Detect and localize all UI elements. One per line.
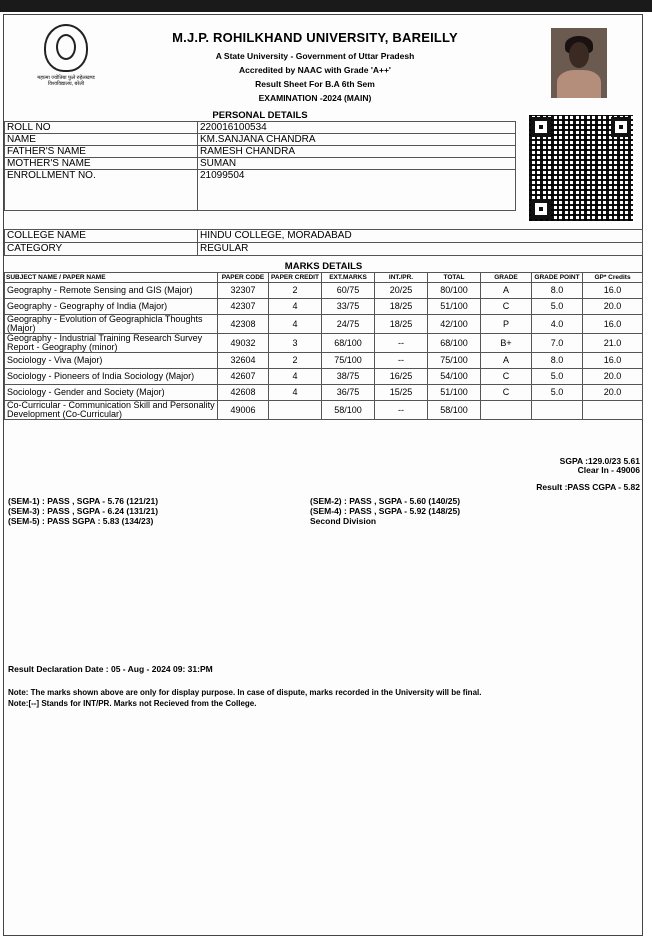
col-subject: SUBJECT NAME / PAPER NAME	[5, 273, 218, 283]
name-label: NAME	[5, 134, 198, 146]
sem-2: (SEM-2) : PASS , SGPA - 5.60 (140/25)	[310, 496, 461, 506]
result-text: Result :PASS CGPA - 5.82	[536, 482, 640, 492]
marks-cell: 16.0	[583, 315, 643, 334]
marks-cell: 8.0	[532, 353, 583, 369]
marks-cell: 4	[269, 385, 322, 401]
marks-cell: 75/100	[322, 353, 375, 369]
student-photo	[551, 28, 607, 98]
marks-cell: 20.0	[583, 385, 643, 401]
marks-cell: 49032	[218, 334, 269, 353]
roll-no-label: ROLL NO	[5, 122, 198, 134]
marks-cell: 16.0	[583, 353, 643, 369]
marks-cell: 60/75	[322, 283, 375, 299]
header-line-4: EXAMINATION -2024 (MAIN)	[258, 93, 372, 103]
subject-cell: Geography - Geography of India (Major)	[5, 299, 218, 315]
header-line-3: Result Sheet For B.A 6th Sem	[255, 79, 375, 89]
university-name: M.J.P. ROHILKHAND UNIVERSITY, BAREILLY	[172, 30, 458, 45]
marks-cell: B+	[481, 334, 532, 353]
marks-details-title: MARKS DETAILS	[284, 261, 363, 272]
marks-cell: 58/100	[428, 401, 481, 420]
table-row	[5, 158, 516, 170]
marks-cell: 32307	[218, 283, 269, 299]
semester-right	[310, 496, 460, 526]
table-row	[5, 122, 516, 134]
col-paper-code: PAPER CODE	[218, 273, 269, 283]
marks-cell: C	[481, 385, 532, 401]
college-name-value: HINDU COLLEGE, MORADABAD	[198, 230, 643, 243]
marks-cell: --	[375, 353, 428, 369]
marks-cell: 5.0	[532, 299, 583, 315]
table-row	[5, 146, 516, 158]
marks-cell: 20/25	[375, 283, 428, 299]
marks-cell: P	[481, 315, 532, 334]
logo-text: महात्मा ज्योतिबा फुले रुहेलखण्ड विश्वविद्यालय, बरेली	[37, 75, 95, 87]
father-name-label: FATHER'S NAME	[5, 146, 198, 158]
marks-cell	[269, 401, 322, 420]
sgpa-block	[560, 457, 640, 475]
marks-cell: 4	[269, 299, 322, 315]
marks-cell: 18/25	[375, 315, 428, 334]
marks-cell: 24/75	[322, 315, 375, 334]
subject-cell: Sociology - Gender and Society (Major)	[5, 385, 218, 401]
table-row	[5, 369, 643, 385]
marks-body	[5, 283, 643, 420]
table-row	[5, 353, 643, 369]
marks-table	[4, 272, 643, 420]
table-row	[5, 230, 643, 243]
mother-name-value: SUMAN	[198, 158, 516, 170]
marks-cell: 4.0	[532, 315, 583, 334]
sem-5: (SEM-5) : PASS SGPA : 5.83 (134/23)	[8, 516, 154, 526]
marks-cell: 38/75	[322, 369, 375, 385]
marks-cell: 33/75	[322, 299, 375, 315]
roll-no-value: 220016100534	[198, 122, 516, 134]
marks-cell: 8.0	[532, 283, 583, 299]
col-paper-credit: PAPER CREDIT	[269, 273, 322, 283]
marks-cell: 2	[269, 353, 322, 369]
marks-cell: 68/100	[428, 334, 481, 353]
subject-cell: Geography - Industrial Training Research Survey Report - Geography (minor)	[5, 334, 218, 353]
marks-cell: 15/25	[375, 385, 428, 401]
marks-cell: 75/100	[428, 353, 481, 369]
header	[120, 30, 510, 105]
subject-cell: Geography - Remote Sensing and GIS (Major)	[5, 283, 218, 299]
marks-cell	[583, 401, 643, 420]
subject-cell: Sociology - Pioneers of India Sociology (Major)	[5, 369, 218, 385]
marks-cell: 4	[269, 369, 322, 385]
clear-in-text: Clear In - 49006	[577, 465, 640, 475]
marks-cell: 49006	[218, 401, 269, 420]
marks-cell: 42608	[218, 385, 269, 401]
col-int-pr: INT./PR.	[375, 273, 428, 283]
note-1: Note: The marks shown above are only for display purpose. In case of dispute, marks recorded in the University will be final.	[8, 688, 482, 697]
enrollment-value: 21099504	[198, 170, 516, 211]
header-line-1: A State University - Government of Uttar Pradesh	[215, 51, 415, 61]
marks-cell: 58/100	[322, 401, 375, 420]
marks-cell: 16.0	[583, 283, 643, 299]
table-row	[5, 385, 643, 401]
marks-header-row	[5, 273, 643, 283]
subject-cell: Co-Curricular - Communication Skill and Personality Development (Co-Curricular)	[5, 401, 218, 420]
declaration-date: Result Declaration Date : 05 - Aug - 2024 09: 31:PM	[8, 664, 213, 674]
table-row	[5, 299, 643, 315]
marks-cell: 80/100	[428, 283, 481, 299]
college-table	[4, 229, 643, 256]
personal-details-title: PERSONAL DETAILS	[212, 110, 308, 121]
marks-cell: C	[481, 299, 532, 315]
col-grade-point: GRADE POINT	[532, 273, 583, 283]
col-grade: GRADE	[481, 273, 532, 283]
marks-cell: A	[481, 353, 532, 369]
marks-cell: 51/100	[428, 299, 481, 315]
table-row	[5, 134, 516, 146]
header-line-2: Accredited by NAAC with Grade 'A++'	[239, 65, 391, 75]
marks-cell: 68/100	[322, 334, 375, 353]
semester-left	[8, 496, 158, 526]
table-row	[5, 243, 643, 256]
marks-cell: 7.0	[532, 334, 583, 353]
marks-cell: 20.0	[583, 369, 643, 385]
col-ext-marks: EXT.MARKS	[322, 273, 375, 283]
subject-cell: Geography - Evolution of Geographicla Thoughts (Major)	[5, 315, 218, 334]
marks-cell: 5.0	[532, 385, 583, 401]
name-value: KM.SANJANA CHANDRA	[198, 134, 516, 146]
marks-cell: 5.0	[532, 369, 583, 385]
table-row	[5, 170, 516, 211]
logo-emblem-icon	[44, 24, 88, 72]
top-bar	[0, 0, 652, 12]
marks-cell: 21.0	[583, 334, 643, 353]
table-row	[5, 334, 643, 353]
mother-name-label: MOTHER'S NAME	[5, 158, 198, 170]
university-logo	[32, 24, 100, 94]
col-total: TOTAL	[428, 273, 481, 283]
father-name-value: RAMESH CHANDRA	[198, 146, 516, 158]
marks-cell: 42307	[218, 299, 269, 315]
note-2: Note:[--] Stands for INT/PR. Marks not Recieved from the College.	[8, 699, 257, 708]
marks-cell: 42308	[218, 315, 269, 334]
table-row	[5, 283, 643, 299]
subject-cell: Sociology - Viva (Major)	[5, 353, 218, 369]
college-name-label: COLLEGE NAME	[5, 230, 198, 243]
marks-cell: 42/100	[428, 315, 481, 334]
marks-cell: 4	[269, 315, 322, 334]
qr-code-icon	[527, 113, 635, 223]
marks-cell: 18/25	[375, 299, 428, 315]
category-value: REGULAR	[198, 243, 643, 256]
marks-cell: 42607	[218, 369, 269, 385]
marks-cell: 36/75	[322, 385, 375, 401]
sem-4: (SEM-4) : PASS , SGPA - 5.92 (148/25)	[310, 506, 461, 516]
marks-cell	[532, 401, 583, 420]
marks-cell: A	[481, 283, 532, 299]
table-row	[5, 315, 643, 334]
marks-cell: 54/100	[428, 369, 481, 385]
marks-cell: --	[375, 334, 428, 353]
marks-cell: 51/100	[428, 385, 481, 401]
table-row	[5, 401, 643, 420]
marks-cell: 2	[269, 283, 322, 299]
enrollment-label: ENROLLMENT NO.	[5, 170, 198, 211]
sem-1: (SEM-1) : PASS , SGPA - 5.76 (121/21)	[8, 496, 159, 506]
marks-cell: C	[481, 369, 532, 385]
division: Second Division	[310, 516, 377, 526]
header-lines	[120, 49, 510, 105]
personal-details-table	[4, 121, 516, 211]
col-gp-credits: GP* Credits	[583, 273, 643, 283]
marks-cell: 16/25	[375, 369, 428, 385]
marks-cell: 32604	[218, 353, 269, 369]
category-label: CATEGORY	[5, 243, 198, 256]
sem-3: (SEM-3) : PASS , SGPA - 6.24 (131/21)	[8, 506, 159, 516]
marks-cell	[481, 401, 532, 420]
marks-cell: 20.0	[583, 299, 643, 315]
marks-cell: 3	[269, 334, 322, 353]
sgpa-text: SGPA :129.0/23 5.61	[559, 456, 640, 466]
marks-cell: --	[375, 401, 428, 420]
